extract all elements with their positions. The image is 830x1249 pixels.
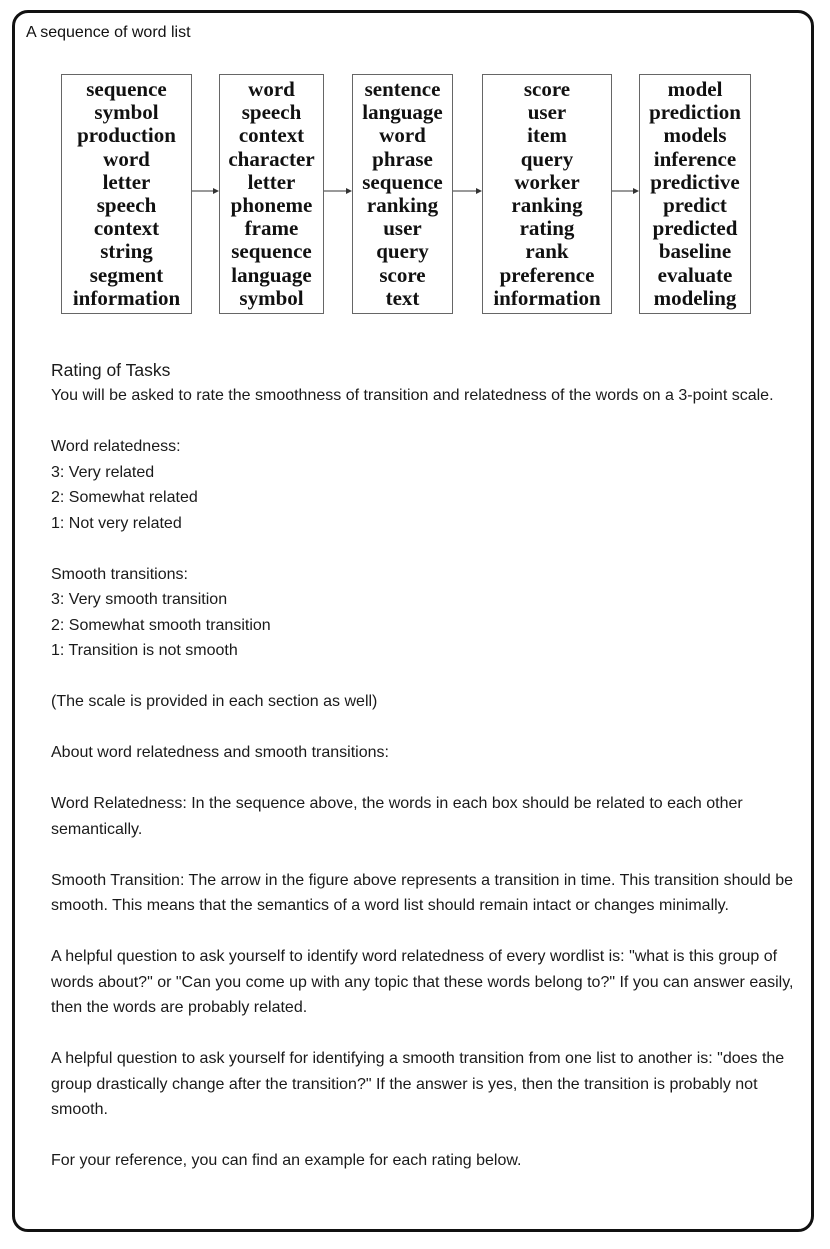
- word: word: [103, 146, 150, 171]
- word: predicted: [652, 216, 738, 241]
- word: language: [362, 100, 443, 125]
- word: frame: [244, 216, 299, 241]
- word: letter: [102, 169, 151, 194]
- word: evaluate: [657, 262, 733, 287]
- relatedness-label: Word relatedness:: [51, 438, 181, 455]
- relatedness-scale-item: 3: Very related: [51, 463, 155, 481]
- word: preference: [499, 262, 595, 287]
- word: word: [379, 123, 426, 148]
- transition-scale-item: 3: Very smooth transition: [51, 591, 228, 608]
- word-list-box-3: [352, 74, 453, 314]
- word: context: [238, 123, 305, 148]
- word: information: [493, 285, 601, 310]
- word: string: [100, 239, 153, 264]
- intro-text: You will be asked to rate the smoothness of transition and relatedness of the words on a 3-point scale.: [51, 387, 774, 404]
- section-heading: Rating of Tasks: [51, 360, 171, 380]
- word: model: [667, 77, 723, 101]
- transitions-label: Smooth transitions:: [51, 565, 188, 583]
- relatedness-tip: A helpful question to ask yourself to identify word relatedness of every wordlist is: "what is this group of words about?" or "Can you come up with any topic that these words belong to?" If you can answer easily, then the words are probably related.: [51, 948, 794, 1016]
- word: baseline: [658, 239, 732, 264]
- word: worker: [514, 169, 580, 194]
- word: ranking: [511, 193, 583, 218]
- word: speech: [96, 193, 157, 218]
- word: user: [527, 100, 567, 125]
- word: phoneme: [230, 193, 313, 218]
- word-list-box-2: [219, 74, 324, 314]
- instructions-text: [51, 357, 811, 1174]
- word: language: [231, 262, 312, 287]
- word: rank: [525, 239, 569, 264]
- word-list-box-4: [482, 74, 612, 314]
- transition-arrow-icon: [192, 186, 219, 196]
- word: query: [376, 239, 429, 264]
- word: speech: [241, 100, 302, 125]
- transition-arrow-icon: [324, 186, 352, 196]
- word: sequence: [86, 77, 167, 101]
- word: predictive: [650, 169, 740, 194]
- word: sequence: [362, 169, 443, 194]
- word: text: [385, 285, 420, 310]
- word: ranking: [366, 193, 439, 218]
- relatedness-scale-item: 1: Not very related: [51, 514, 182, 532]
- word: character: [228, 146, 315, 171]
- word: prediction: [649, 100, 741, 125]
- transition-definition: Smooth Transition: The arrow in the figure above represents a transition in time. This transition should be smooth. This means that the semantics of a word list should remain intact or changes minimally.: [51, 871, 794, 914]
- word: phrase: [372, 146, 433, 171]
- word: sentence: [364, 77, 441, 101]
- word: segment: [89, 262, 164, 287]
- transition-scale-item: 1: Transition is not smooth: [51, 642, 238, 659]
- word: symbol: [94, 100, 159, 125]
- transition-tip: A helpful question to ask yourself for identifying a smooth transition from one list to another is: "does the group drastically change after the transition?" If the answer is yes, then the transition is probably not smooth.: [51, 1050, 785, 1118]
- word: rating: [519, 216, 575, 241]
- word: production: [77, 123, 176, 148]
- reference-note: For your reference, you can find an example for each rating below.: [51, 1152, 522, 1169]
- word: score: [523, 77, 571, 101]
- transition-scale-item: 2: Somewhat smooth transition: [51, 616, 271, 634]
- word: letter: [247, 169, 296, 194]
- word: symbol: [239, 285, 304, 310]
- word: information: [72, 285, 181, 310]
- word: modeling: [653, 285, 737, 310]
- transition-arrow-icon: [612, 186, 639, 196]
- word: models: [663, 123, 727, 148]
- word: item: [527, 123, 567, 148]
- word-list-box-1: [61, 74, 192, 314]
- word: word: [248, 77, 295, 101]
- panel-title: A sequence of word list: [26, 24, 191, 41]
- word: query: [520, 146, 574, 171]
- word: sequence: [231, 239, 312, 264]
- relatedness-definition: Word Relatedness: In the sequence above, the words in each box should be related to each other semantically.: [51, 795, 743, 838]
- word: context: [93, 216, 160, 241]
- about-heading: About word relatedness and smooth transitions:: [51, 744, 389, 761]
- transition-arrow-icon: [453, 186, 482, 196]
- scale-note: (The scale is provided in each section as well): [51, 693, 378, 710]
- word: inference: [653, 146, 737, 171]
- word-list-box-5: [639, 74, 751, 314]
- relatedness-scale-item: 2: Somewhat related: [51, 489, 198, 506]
- word: score: [379, 262, 426, 287]
- word: user: [383, 216, 422, 241]
- word: predict: [663, 193, 727, 218]
